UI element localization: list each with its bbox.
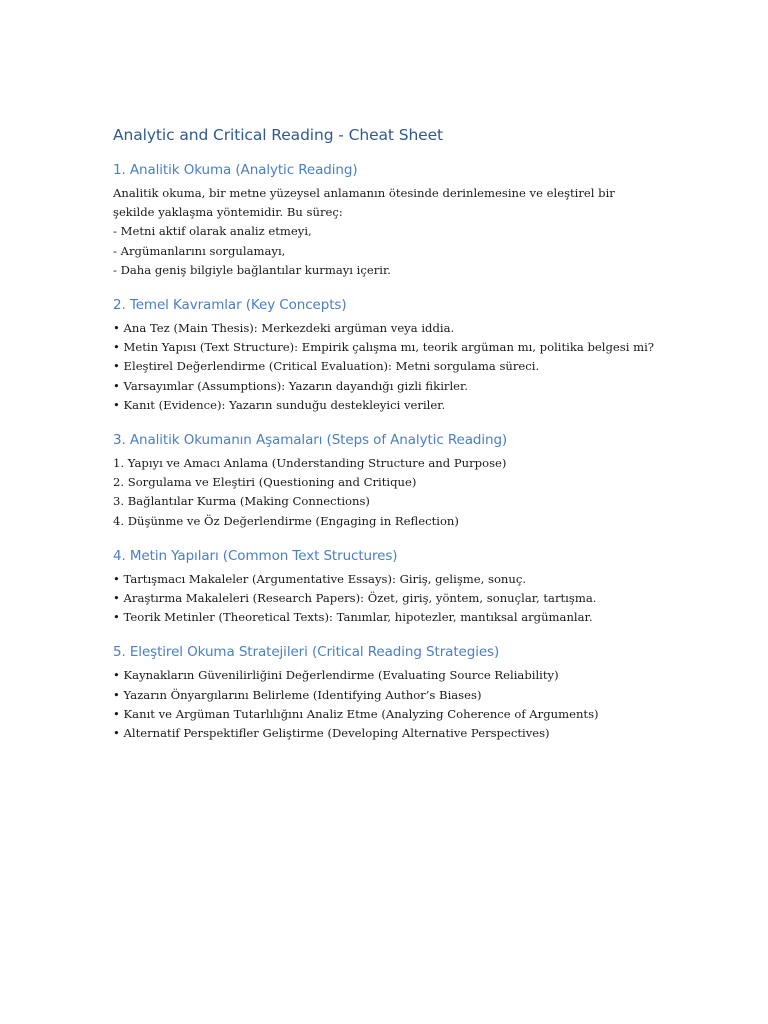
list-item: 2. Sorgulama ve Eleştiri (Questioning and Critique) bbox=[113, 475, 417, 490]
list-item: • Yazarın Önyargılarını Belirleme (Identifying Author’s Biases) bbox=[113, 687, 482, 702]
list-item: - Argümanlarını sorgulamayı, bbox=[113, 243, 286, 258]
list-item: • Kaynakların Güvenilirliğini Değerlendirme (Evaluating Source Reliability) bbox=[113, 668, 559, 683]
list-item: • Eleştirel Değerlendirme (Critical Evaluation): Metni sorgulama süreci. bbox=[113, 359, 540, 374]
list-item: - Daha geniş bilgiyle bağlantılar kurmayı içerir. bbox=[113, 262, 391, 277]
body-line: şekilde yaklaşma yöntemidir. Bu süreç: bbox=[113, 205, 343, 220]
body-line: Analitik okuma, bir metne yüzeysel anlamanın ötesinde derinlemesine ve eleştirel bir bbox=[113, 186, 615, 200]
section-steps bbox=[113, 430, 673, 531]
list-item: - Metni aktif olarak analiz etmeyi, bbox=[113, 224, 312, 239]
section-heading: 5. Eleştirel Okuma Stratejileri (Critical Reading Strategies) bbox=[113, 644, 500, 661]
list-item: • Alternatif Perspektifler Geliştirme (Developing Alternative Perspectives) bbox=[113, 726, 550, 741]
list-item: • Teorik Metinler (Theoretical Texts): Tanımlar, hipotezler, mantıksal argümanlar. bbox=[113, 610, 593, 625]
section-heading: 4. Metin Yapıları (Common Text Structures) bbox=[113, 547, 398, 564]
list-item: • Varsayımlar (Assumptions): Yazarın dayandığı gizli fikirler. bbox=[113, 378, 468, 393]
list-item: • Kanıt ve Argüman Tutarlılığını Analiz Etme (Analyzing Coherence of Arguments) bbox=[113, 706, 599, 721]
section-analytic-reading bbox=[113, 160, 673, 280]
list-item: • Araştırma Makaleleri (Research Papers): Özet, giriş, yöntem, sonuçlar, tartışma. bbox=[113, 591, 597, 606]
section-critical-strategies bbox=[113, 642, 673, 743]
list-item: • Kanıt (Evidence): Yazarın sunduğu destekleyici veriler. bbox=[113, 397, 446, 412]
list-item: 4. Düşünme ve Öz Değerlendirme (Engaging in Reflection) bbox=[113, 513, 459, 528]
list-item: • Ana Tez (Main Thesis): Merkezdeki argüman veya iddia. bbox=[113, 321, 455, 336]
section-heading: 3. Analitik Okumanın Aşamaları (Steps of Analytic Reading) bbox=[113, 432, 508, 449]
section-key-concepts bbox=[113, 295, 673, 415]
document-title: Analytic and Critical Reading - Cheat Sheet bbox=[113, 126, 444, 144]
list-item: • Metin Yapısı (Text Structure): Empirik çalışma mı, teorik argüman mı, politika belgesi mi? bbox=[113, 340, 655, 355]
list-item: 1. Yapıyı ve Amacı Anlama (Understanding Structure and Purpose) bbox=[113, 456, 507, 471]
section-heading: 2. Temel Kavramlar (Key Concepts) bbox=[113, 297, 347, 314]
list-item: • Tartışmacı Makaleler (Argumentative Essays): Giriş, gelişme, sonuç. bbox=[113, 571, 527, 586]
list-item: 3. Bağlantılar Kurma (Making Connections) bbox=[113, 494, 370, 509]
document-content bbox=[113, 124, 673, 758]
section-text-structures bbox=[113, 546, 673, 628]
section-heading: 1. Analitik Okuma (Analytic Reading) bbox=[113, 162, 358, 178]
